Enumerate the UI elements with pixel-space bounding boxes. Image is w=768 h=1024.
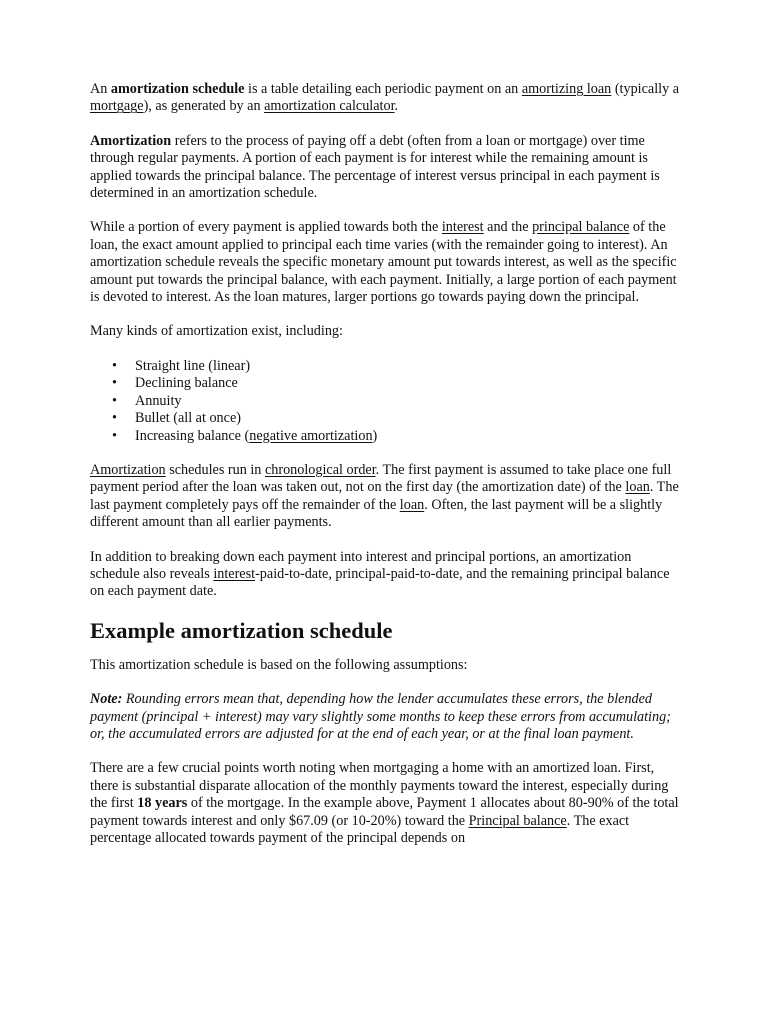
text-run: and the xyxy=(483,219,533,236)
link-principal-balance[interactable]: principal balance xyxy=(532,219,630,236)
list-item-text: Bullet (all at once) xyxy=(135,410,241,427)
link-amortization-calculator[interactable]: amortization calculator xyxy=(264,98,395,115)
list-item xyxy=(90,410,680,427)
note-paragraph xyxy=(90,691,680,743)
text-run: This amortization schedule is based on the following assumptions: xyxy=(90,656,468,673)
text-run: . The first payment is assumed to take place one full payment period after the loan was taken out, not on the first day (the amortization date) of the xyxy=(90,461,672,496)
breakdown-paragraph xyxy=(90,549,680,601)
assumptions-paragraph xyxy=(90,657,680,674)
text-run: There are a few crucial points worth noting when mortgaging a home with an amortized loan. First, there is substantial disparate allocation of the monthly payments toward the interest, especially during the first xyxy=(90,760,669,812)
list-item xyxy=(90,358,680,375)
bold-term: amortization schedule xyxy=(110,81,245,97)
note-label: Note: xyxy=(90,691,123,708)
link-amortization[interactable]: Amortization xyxy=(90,461,166,478)
amortization-kinds-list xyxy=(90,358,680,445)
chronology-paragraph xyxy=(90,462,680,532)
bullet-icon: • xyxy=(112,375,117,392)
principal-paragraph xyxy=(90,219,680,306)
crucial-points-paragraph xyxy=(90,760,680,847)
text-run: of the mortgage. In the example above, Payment 1 allocates about 80-90% of the total payment towards interest and only $67.09 (or 10-20%) toward the xyxy=(90,795,679,829)
bullet-icon: • xyxy=(112,410,117,427)
link-loan[interactable]: loan xyxy=(399,496,425,513)
text-run: (typically a xyxy=(611,81,680,97)
link-interest[interactable]: interest xyxy=(441,219,484,236)
link-amortizing-loan[interactable]: amortizing loan xyxy=(521,81,612,97)
bold-term: 18 years xyxy=(137,795,188,812)
link-chronological-order[interactable]: chronological order xyxy=(264,461,376,478)
kinds-intro xyxy=(90,323,680,340)
text-run: . The last payment completely pays off the remainder of the xyxy=(90,479,679,513)
link-negative-amortization[interactable]: negative amortization xyxy=(249,427,373,444)
text-run: is a table detailing each periodic payment on an xyxy=(244,81,522,97)
list-item xyxy=(90,375,680,392)
list-item-text: Declining balance xyxy=(135,375,238,392)
text-run: refers to the process of paying off a debt (often from a loan or mortgage) over time through regular payments. A portion of each payment is for interest while the remaining amount is applied towards the principal balance. The percentage of interest versus principal in each payment is determined in an amortization schedule. xyxy=(90,132,660,202)
intro-paragraph xyxy=(90,81,680,116)
link-loan[interactable]: loan xyxy=(625,479,650,496)
bullet-icon: • xyxy=(112,392,117,409)
list-item-text: Straight line (linear) xyxy=(135,357,251,374)
link-principal-balance[interactable]: Principal balance xyxy=(468,812,567,829)
list-item xyxy=(90,428,680,445)
text-run: -paid-to-date, principal-paid-to-date, and the remaining principal balance on each payment date. xyxy=(90,565,670,600)
bold-term: Amortization xyxy=(90,132,172,149)
text-run: Rounding errors mean that, depending how the lender accumulates these errors, the blended payment (principal + interest) may vary slightly some months to keep these errors from accumulating; or, the accumulated errors are adjusted for at the end of each year, or at the final loan payment. xyxy=(90,691,671,742)
text-run: schedules run in xyxy=(165,461,265,478)
link-mortgage[interactable]: mortgage xyxy=(90,98,144,115)
section-heading: Example amortization schedule xyxy=(90,617,393,643)
text-run: An xyxy=(90,81,111,97)
document-body xyxy=(90,81,680,864)
list-item-text: Increasing balance ( xyxy=(135,427,250,444)
bullet-icon: • xyxy=(112,427,117,444)
definition-paragraph xyxy=(90,133,680,203)
list-item xyxy=(90,393,680,410)
text-run: of the loan, the exact amount applied to principal each time varies (with the remainder going to interest). An amortization schedule reveals the specific monetary amount put towards interest, as well as the specific amount put towards the principal balance, with each payment. Initially, a large portion of each payment is devoted to interest. As the loan matures, larger portions go towards paying down the principal. xyxy=(90,219,677,306)
link-interest[interactable]: interest xyxy=(213,565,256,582)
text-run: . xyxy=(394,98,399,115)
text-run: While a portion of every payment is applied towards both the xyxy=(90,219,442,236)
text-run: In addition to breaking down each payment into interest and principal portions, an amortization schedule also reveals xyxy=(90,548,632,582)
bullet-icon: • xyxy=(112,357,117,374)
text-run: ), as generated by an xyxy=(143,98,265,115)
list-item-text: ) xyxy=(372,427,378,444)
text-run: Many kinds of amortization exist, including: xyxy=(90,323,343,340)
text-run: . Often, the last payment will be a slightly different amount than all earlier payments. xyxy=(90,496,663,531)
list-item-text: Annuity xyxy=(135,392,182,409)
text-run: . The exact percentage allocated towards payment of the principal depends on xyxy=(90,812,630,846)
